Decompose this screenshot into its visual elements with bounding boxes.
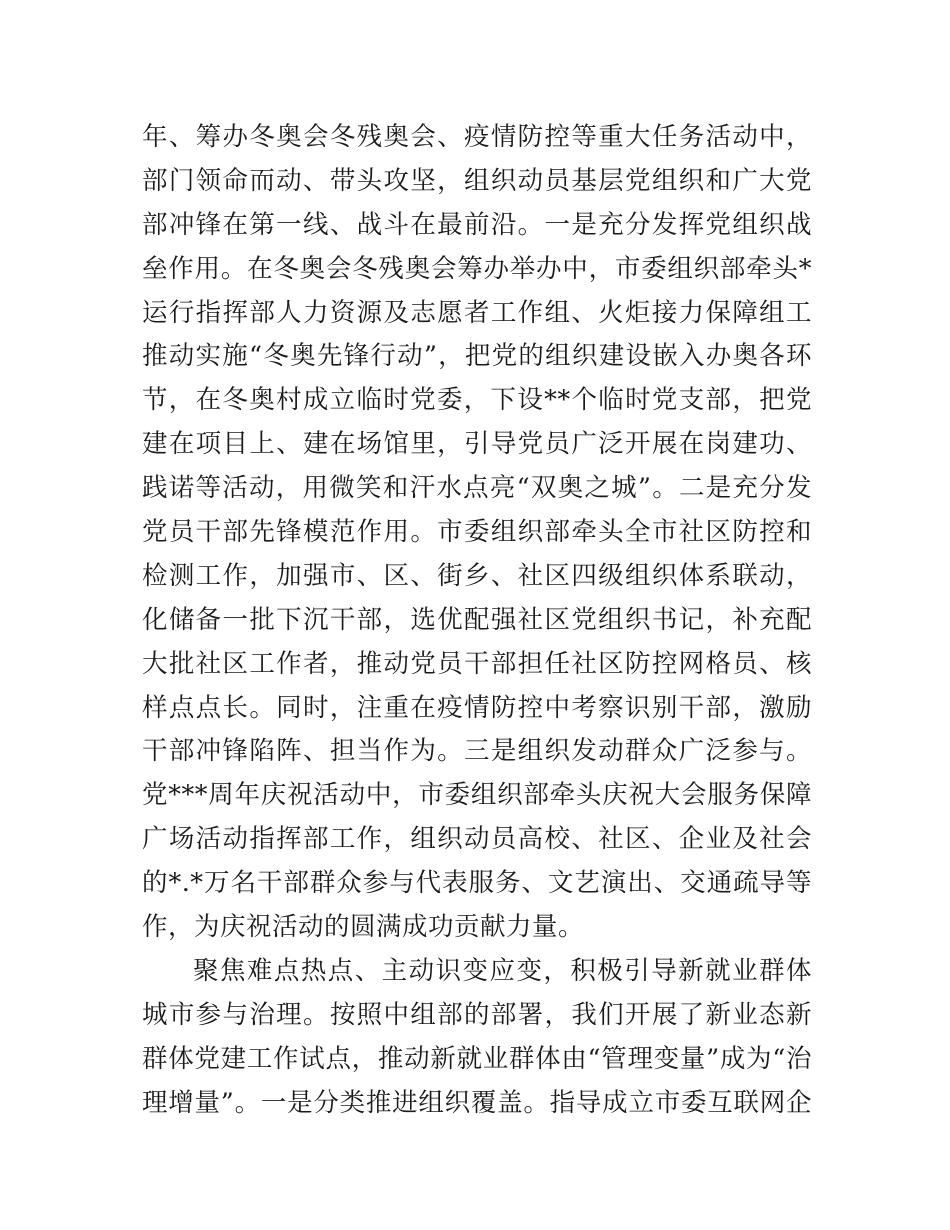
text-line: 检测工作，加强市、区、街乡、社区四级组织体系联动， [142, 560, 812, 591]
text-line: 年、筹办冬奥会冬残奥会、疫情防控等重大任务活动中， [142, 122, 812, 152]
text-line: 节，在冬奥村成立临时党委，下设**个临时党支部，把党 [142, 385, 812, 416]
text-line: 群体党建工作试点，推动新就业群体由“管理变量”成为“治 [142, 1043, 812, 1074]
text-line: 干部冲锋陷阵、担当作为。三是组织发动群众广泛参与。 [142, 736, 812, 767]
text-line: 样点点长。同时，注重在疫情防控中考察识别干部，激励 [142, 692, 812, 723]
text-line: 城市参与治理。按照中组部的部署，我们开展了新业态新 [142, 999, 812, 1030]
paragraph [142, 116, 812, 950]
document-body [142, 116, 812, 1125]
text-line: 垒作用。在冬奥会冬残奥会筹办举办中，市委组织部牵头* [142, 253, 812, 284]
text-line: 作，为庆祝活动的圆满成功贡献力量。 [142, 912, 585, 943]
text-line: 理增量”。一是分类推进组织覆盖。指导成立市委互联网企 [142, 1087, 812, 1118]
text-line: 党***周年庆祝活动中，市委组织部牵头庆祝大会服务保障 [142, 780, 812, 811]
text-line: 部门领命而动、带头攻坚，组织动员基层党组织和广大党 [142, 165, 812, 196]
text-line: 大批社区工作者，推动党员干部担任社区防控网格员、核 [142, 648, 812, 679]
text-line: 推动实施“冬奥先锋行动”，把党的组织建设嵌入办奥各环 [142, 341, 812, 372]
text-line: 部冲锋在第一线、战斗在最前沿。一是充分发挥党组织战 [142, 209, 812, 240]
paragraph [142, 950, 812, 1126]
text-line: 党员干部先锋模范作用。市委组织部牵头全市社区防控和 [142, 517, 812, 548]
text-line: 聚焦难点热点、主动识变应变，积极引导新就业群体 [193, 955, 812, 986]
text-line: 运行指挥部人力资源及志愿者工作组、火炬接力保障组工 [142, 297, 812, 328]
text-line: 广场活动指挥部工作，组织动员高校、社区、企业及社会 [142, 824, 812, 855]
text-line: 建在项目上、建在场馆里，引导党员广泛开展在岗建功、 [142, 429, 812, 460]
text-line: 践诺等活动，用微笑和汗水点亮“双奥之城”。二是充分发 [142, 473, 812, 504]
text-line: 化储备一批下沉干部，选优配强社区党组织书记，补充配 [142, 604, 812, 635]
text-line: 的*.*万名干部群众参与代表服务、文艺演出、交通疏导等 [142, 868, 812, 899]
